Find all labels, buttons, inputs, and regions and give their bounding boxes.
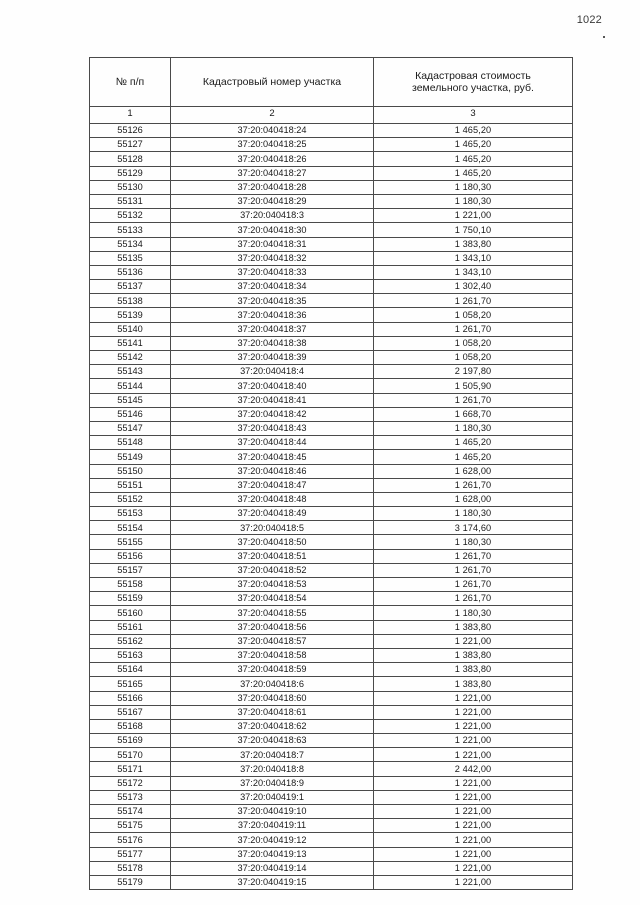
cell-cadastral-number: 37:20:040418:37: [171, 322, 374, 336]
cell-cadastral-value: 1 465,20: [374, 138, 573, 152]
table-row: [90, 776, 573, 790]
cell-cadastral-number: 37:20:040419:1: [171, 790, 374, 804]
cell-index: 55133: [90, 223, 171, 237]
cell-index: 55161: [90, 620, 171, 634]
table-row: [90, 507, 573, 521]
cadastre-table-container: [89, 57, 551, 890]
table-row: [90, 294, 573, 308]
cell-cadastral-value: 1 221,00: [374, 819, 573, 833]
cell-cadastral-value: 1 343,10: [374, 251, 573, 265]
cell-cadastral-value: 1 221,00: [374, 847, 573, 861]
cell-cadastral-value: 1 505,90: [374, 379, 573, 393]
cell-cadastral-value: 1 465,20: [374, 124, 573, 138]
table-row: [90, 734, 573, 748]
table-row: [90, 762, 573, 776]
table-row: [90, 847, 573, 861]
cell-cadastral-number: 37:20:040418:55: [171, 606, 374, 620]
cell-cadastral-value: 1 058,20: [374, 351, 573, 365]
cell-cadastral-value: 1 628,00: [374, 464, 573, 478]
cell-cadastral-value: 1 302,40: [374, 280, 573, 294]
cell-index: 55167: [90, 705, 171, 719]
cell-cadastral-number: 37:20:040418:28: [171, 180, 374, 194]
table-row: [90, 322, 573, 336]
cell-cadastral-value: 1 221,00: [374, 833, 573, 847]
table-row: [90, 492, 573, 506]
cell-cadastral-value: 1 180,30: [374, 194, 573, 208]
cell-cadastral-number: 37:20:040418:51: [171, 549, 374, 563]
cell-cadastral-number: 37:20:040418:29: [171, 194, 374, 208]
table-row: [90, 351, 573, 365]
table-row: [90, 152, 573, 166]
scan-artifact-dot: [603, 36, 605, 38]
cell-cadastral-value: 1 180,30: [374, 507, 573, 521]
cell-index: 55143: [90, 365, 171, 379]
cell-cadastral-number: 37:20:040418:63: [171, 734, 374, 748]
cell-cadastral-number: 37:20:040418:31: [171, 237, 374, 251]
table-row: [90, 691, 573, 705]
table-row: [90, 124, 573, 138]
cell-index: 55155: [90, 535, 171, 549]
table-row: [90, 421, 573, 435]
cell-cadastral-value: 1 383,80: [374, 663, 573, 677]
cell-cadastral-number: 37:20:040419:13: [171, 847, 374, 861]
table-row: [90, 592, 573, 606]
table-row: [90, 436, 573, 450]
table-row: [90, 521, 573, 535]
table-row: [90, 634, 573, 648]
cell-cadastral-number: 37:20:040418:35: [171, 294, 374, 308]
cell-cadastral-number: 37:20:040418:27: [171, 166, 374, 180]
cell-index: 55134: [90, 237, 171, 251]
column-number-3: 3: [374, 107, 573, 124]
cell-cadastral-number: 37:20:040418:53: [171, 578, 374, 592]
cell-cadastral-value: 1 058,20: [374, 336, 573, 350]
cell-cadastral-number: 37:20:040418:47: [171, 478, 374, 492]
cell-cadastral-value: 1 343,10: [374, 265, 573, 279]
table-row: [90, 308, 573, 322]
cell-cadastral-value: 1 221,00: [374, 776, 573, 790]
cell-index: 55149: [90, 450, 171, 464]
cell-index: 55135: [90, 251, 171, 265]
cell-index: 55159: [90, 592, 171, 606]
cell-cadastral-value: 2 442,00: [374, 762, 573, 776]
column-header-cadastral-number: Кадастровый номер участка: [171, 58, 374, 107]
table-row: [90, 180, 573, 194]
cell-index: 55164: [90, 663, 171, 677]
cell-index: 55137: [90, 280, 171, 294]
cell-cadastral-value: 1 261,70: [374, 393, 573, 407]
table-row: [90, 606, 573, 620]
cell-cadastral-value: 1 180,30: [374, 606, 573, 620]
table-row: [90, 578, 573, 592]
table-row: [90, 805, 573, 819]
table-row: [90, 464, 573, 478]
column-header-cadastral-value-line1: Кадастровая стоимость: [415, 69, 531, 82]
table-row: [90, 875, 573, 889]
cadastre-table: [89, 57, 573, 890]
column-number-1: 1: [90, 107, 171, 124]
cell-cadastral-number: 37:20:040418:30: [171, 223, 374, 237]
cell-index: 55146: [90, 407, 171, 421]
cell-index: 55156: [90, 549, 171, 563]
cell-index: 55171: [90, 762, 171, 776]
cell-index: 55129: [90, 166, 171, 180]
cell-index: 55145: [90, 393, 171, 407]
cell-cadastral-number: 37:20:040418:43: [171, 421, 374, 435]
cell-index: 55141: [90, 336, 171, 350]
table-row: [90, 663, 573, 677]
cell-cadastral-number: 37:20:040418:9: [171, 776, 374, 790]
cell-index: 55174: [90, 805, 171, 819]
cell-cadastral-number: 37:20:040419:11: [171, 819, 374, 833]
cell-cadastral-value: 1 465,20: [374, 436, 573, 450]
cell-cadastral-number: 37:20:040418:24: [171, 124, 374, 138]
cell-cadastral-value: 1 261,70: [374, 322, 573, 336]
cell-cadastral-value: 1 221,00: [374, 691, 573, 705]
cell-cadastral-number: 37:20:040418:54: [171, 592, 374, 606]
cell-index: 55178: [90, 861, 171, 875]
table-row: [90, 819, 573, 833]
table-row: [90, 833, 573, 847]
cell-index: 55170: [90, 748, 171, 762]
cell-index: 55160: [90, 606, 171, 620]
table-row: [90, 407, 573, 421]
cell-cadastral-number: 37:20:040419:12: [171, 833, 374, 847]
cell-cadastral-value: 3 174,60: [374, 521, 573, 535]
page-number: 1022: [576, 14, 602, 26]
table-row: [90, 209, 573, 223]
cell-cadastral-number: 37:20:040418:44: [171, 436, 374, 450]
cell-cadastral-number: 37:20:040418:5: [171, 521, 374, 535]
cell-cadastral-value: 1 261,70: [374, 478, 573, 492]
table-row: [90, 251, 573, 265]
table-row: [90, 365, 573, 379]
table-row: [90, 648, 573, 662]
column-header-cadastral-value: [374, 58, 573, 107]
table-column-numbering-row: [90, 107, 573, 124]
cell-index: 55147: [90, 421, 171, 435]
cell-cadastral-value: 1 180,30: [374, 421, 573, 435]
table-row: [90, 166, 573, 180]
table-row: [90, 563, 573, 577]
cell-cadastral-number: 37:20:040418:52: [171, 563, 374, 577]
cell-cadastral-number: 37:20:040419:15: [171, 875, 374, 889]
cell-cadastral-number: 37:20:040419:10: [171, 805, 374, 819]
cell-cadastral-value: 1 221,00: [374, 790, 573, 804]
cell-index: 55142: [90, 351, 171, 365]
cell-index: 55140: [90, 322, 171, 336]
table-row: [90, 265, 573, 279]
table-row: [90, 535, 573, 549]
cell-index: 55138: [90, 294, 171, 308]
cell-cadastral-number: 37:20:040418:4: [171, 365, 374, 379]
cell-index: 55127: [90, 138, 171, 152]
cell-cadastral-value: 1 221,00: [374, 805, 573, 819]
cell-index: 55131: [90, 194, 171, 208]
cell-cadastral-value: 1 221,00: [374, 705, 573, 719]
cell-cadastral-value: 1 221,00: [374, 734, 573, 748]
table-row: [90, 719, 573, 733]
cell-cadastral-number: 37:20:040418:50: [171, 535, 374, 549]
cell-index: 55126: [90, 124, 171, 138]
cell-cadastral-value: 1 221,00: [374, 875, 573, 889]
cell-index: 55139: [90, 308, 171, 322]
cell-cadastral-number: 37:20:040418:45: [171, 450, 374, 464]
cell-cadastral-value: 1 180,30: [374, 535, 573, 549]
cell-cadastral-value: 1 261,70: [374, 549, 573, 563]
table-header-row: [90, 58, 573, 107]
cell-index: 55168: [90, 719, 171, 733]
table-row: [90, 620, 573, 634]
cell-cadastral-number: 37:20:040418:49: [171, 507, 374, 521]
cell-index: 55150: [90, 464, 171, 478]
cell-cadastral-number: 37:20:040418:56: [171, 620, 374, 634]
cell-cadastral-value: 1 668,70: [374, 407, 573, 421]
cell-index: 55173: [90, 790, 171, 804]
cell-cadastral-number: 37:20:040418:33: [171, 265, 374, 279]
table-row: [90, 223, 573, 237]
cell-cadastral-value: 1 383,80: [374, 237, 573, 251]
cell-cadastral-number: 37:20:040418:48: [171, 492, 374, 506]
cell-index: 55158: [90, 578, 171, 592]
table-row: [90, 379, 573, 393]
cell-index: 55157: [90, 563, 171, 577]
cell-cadastral-number: 37:20:040418:62: [171, 719, 374, 733]
cell-cadastral-number: 37:20:040418:26: [171, 152, 374, 166]
cell-index: 55136: [90, 265, 171, 279]
column-number-2: 2: [171, 107, 374, 124]
cell-index: 55172: [90, 776, 171, 790]
cell-cadastral-value: 1 465,20: [374, 450, 573, 464]
cell-cadastral-value: 1 750,10: [374, 223, 573, 237]
table-row: [90, 705, 573, 719]
column-header-cadastral-value-line2: земельного участка, руб.: [412, 82, 534, 94]
cell-cadastral-value: 1 221,00: [374, 748, 573, 762]
cell-cadastral-value: 1 261,70: [374, 294, 573, 308]
cell-cadastral-number: 37:20:040418:46: [171, 464, 374, 478]
cell-cadastral-number: 37:20:040418:38: [171, 336, 374, 350]
cell-cadastral-number: 37:20:040418:57: [171, 634, 374, 648]
table-row: [90, 748, 573, 762]
cell-index: 55132: [90, 209, 171, 223]
table-row: [90, 790, 573, 804]
cell-cadastral-number: 37:20:040418:8: [171, 762, 374, 776]
cell-cadastral-value: 1 465,20: [374, 166, 573, 180]
cell-cadastral-value: 1 221,00: [374, 719, 573, 733]
table-row: [90, 549, 573, 563]
cell-cadastral-value: 1 221,00: [374, 634, 573, 648]
cell-cadastral-value: 1 261,70: [374, 592, 573, 606]
cell-cadastral-value: 1 383,80: [374, 648, 573, 662]
cell-index: 55166: [90, 691, 171, 705]
cell-cadastral-number: 37:20:040418:7: [171, 748, 374, 762]
table-row: [90, 336, 573, 350]
cell-cadastral-value: 1 383,80: [374, 620, 573, 634]
cell-cadastral-number: 37:20:040418:61: [171, 705, 374, 719]
cell-cadastral-value: 1 221,00: [374, 209, 573, 223]
cell-index: 55163: [90, 648, 171, 662]
cell-cadastral-value: 1 261,70: [374, 563, 573, 577]
table-row: [90, 450, 573, 464]
cell-cadastral-number: 37:20:040418:36: [171, 308, 374, 322]
cell-cadastral-number: 37:20:040418:34: [171, 280, 374, 294]
cell-cadastral-number: 37:20:040418:6: [171, 677, 374, 691]
cell-cadastral-value: 1 221,00: [374, 861, 573, 875]
cell-cadastral-value: 1 058,20: [374, 308, 573, 322]
cell-cadastral-value: 1 180,30: [374, 180, 573, 194]
cell-cadastral-number: 37:20:040418:58: [171, 648, 374, 662]
table-row: [90, 138, 573, 152]
cell-index: 55153: [90, 507, 171, 521]
cell-cadastral-number: 37:20:040418:40: [171, 379, 374, 393]
cell-cadastral-value: 1 383,80: [374, 677, 573, 691]
table-row: [90, 237, 573, 251]
table-row: [90, 677, 573, 691]
cell-index: 55175: [90, 819, 171, 833]
cell-cadastral-number: 37:20:040418:42: [171, 407, 374, 421]
cell-index: 55148: [90, 436, 171, 450]
cell-cadastral-value: 1 465,20: [374, 152, 573, 166]
cell-index: 55144: [90, 379, 171, 393]
cell-index: 55179: [90, 875, 171, 889]
cell-cadastral-number: 37:20:040418:39: [171, 351, 374, 365]
cell-cadastral-number: 37:20:040418:60: [171, 691, 374, 705]
cell-index: 55165: [90, 677, 171, 691]
cell-index: 55162: [90, 634, 171, 648]
cell-index: 55130: [90, 180, 171, 194]
table-row: [90, 478, 573, 492]
table-row: [90, 280, 573, 294]
cell-cadastral-value: 2 197,80: [374, 365, 573, 379]
cell-cadastral-number: 37:20:040418:59: [171, 663, 374, 677]
table-head: [90, 58, 573, 124]
cell-cadastral-number: 37:20:040418:32: [171, 251, 374, 265]
cell-index: 55169: [90, 734, 171, 748]
column-header-index: № п/п: [90, 58, 171, 107]
cell-index: 55151: [90, 478, 171, 492]
table-body: [90, 124, 573, 890]
cell-cadastral-number: 37:20:040419:14: [171, 861, 374, 875]
table-row: [90, 194, 573, 208]
cell-cadastral-number: 37:20:040418:3: [171, 209, 374, 223]
cell-cadastral-value: 1 628,00: [374, 492, 573, 506]
cell-index: 55176: [90, 833, 171, 847]
table-row: [90, 393, 573, 407]
table-row: [90, 861, 573, 875]
cell-index: 55177: [90, 847, 171, 861]
cell-index: 55128: [90, 152, 171, 166]
cell-index: 55152: [90, 492, 171, 506]
cell-index: 55154: [90, 521, 171, 535]
cell-cadastral-value: 1 261,70: [374, 578, 573, 592]
cell-cadastral-number: 37:20:040418:25: [171, 138, 374, 152]
cell-cadastral-number: 37:20:040418:41: [171, 393, 374, 407]
